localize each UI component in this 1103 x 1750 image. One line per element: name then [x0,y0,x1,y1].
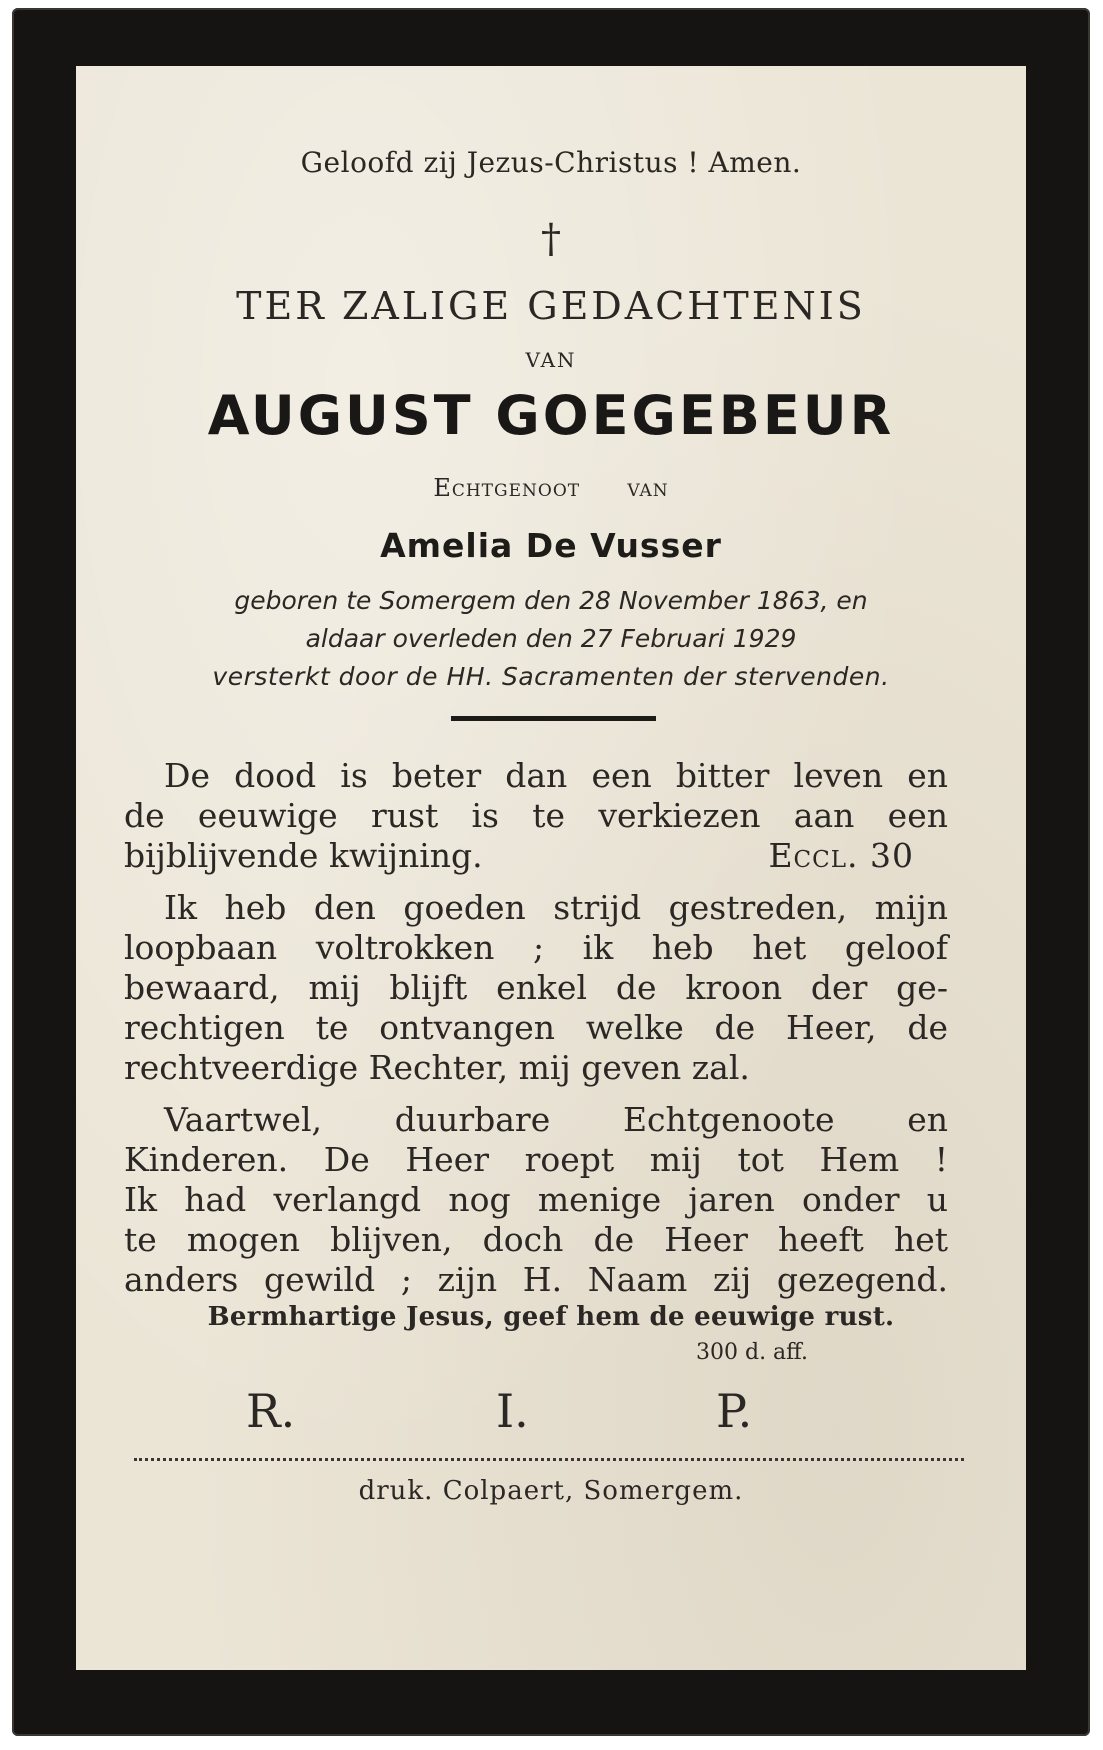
verse-line: loopbaan voltrokken ; ik heb het geloof [124,928,948,967]
verse-line-text: bijblijvende kwijning. [124,836,483,875]
verse-paragraph-2 [124,888,948,1088]
memorial-card [12,8,1090,1736]
deceased-name: AUGUST GOEGEBEUR [207,384,895,447]
verse-line: De dood is beter dan een bitter leven en [164,756,948,795]
spouse-label-echtgenoot: Echtgenoot [433,474,581,502]
spouse-label [76,474,1026,502]
verse-paragraph-1 [124,756,948,876]
memorial-title: TER ZALIGE GEDACHTENIS [236,284,866,328]
verse-line [124,836,948,876]
verse-line: rechtveerdige Rechter, mij geven zal. [124,1048,750,1087]
printer-credit: druk. Colpaert, Somergem. [358,1476,744,1506]
birth-line: geboren te Somergem den 28 November 1863, en [234,586,868,615]
dotted-divider [134,1458,964,1461]
rip-p: P. [716,1384,753,1438]
scripture-reference: Eccl. 30 [768,836,914,875]
indulgence-note: 300 d. aff. [696,1340,809,1365]
opening-line: Geloofd zij Jezus-Christus ! Amen. [300,146,802,179]
verse-line: te mogen blijven, doch de Heer heeft het [124,1220,948,1259]
spouse-label-van: van [627,474,669,502]
verse-line: de eeuwige rust is te verkiezen aan een [124,796,948,835]
van-label: VAN [525,348,577,372]
rip-r: R. [246,1384,296,1438]
verse-line: Ik had verlangd nog menige jaren onder u [124,1180,948,1219]
verse-line: Ik heb den goeden strijd gestreden, mijn [164,888,948,927]
card-paper [76,66,1026,1670]
verse-line: Vaartwel, duurbare Echtgenoote en [164,1100,948,1139]
cross-icon: † [541,216,561,262]
verse-line: Kinderen. De Heer roept mij tot Hem ! [124,1140,948,1179]
rip-i: I. [496,1384,529,1438]
verse-line: anders gewild ; zijn H. Naam zij gezegend. [124,1260,948,1299]
verse-line: bewaard, mij blijft enkel de kroon der ge- [124,968,948,1007]
closing-prayer: Bermhartige Jesus, geef hem de eeuwige rust. [207,1302,895,1332]
verse-line: rechtigen te ontvangen welke de Heer, de [124,1008,948,1047]
divider-rule [451,716,656,721]
spouse-name: Amelia De Vusser [380,526,722,565]
verse-paragraph-3 [124,1100,948,1300]
death-line: aldaar overleden den 27 Februari 1929 [305,624,797,653]
sacraments-line: versterkt door de HH. Sacramenten der stervenden. [212,662,890,691]
